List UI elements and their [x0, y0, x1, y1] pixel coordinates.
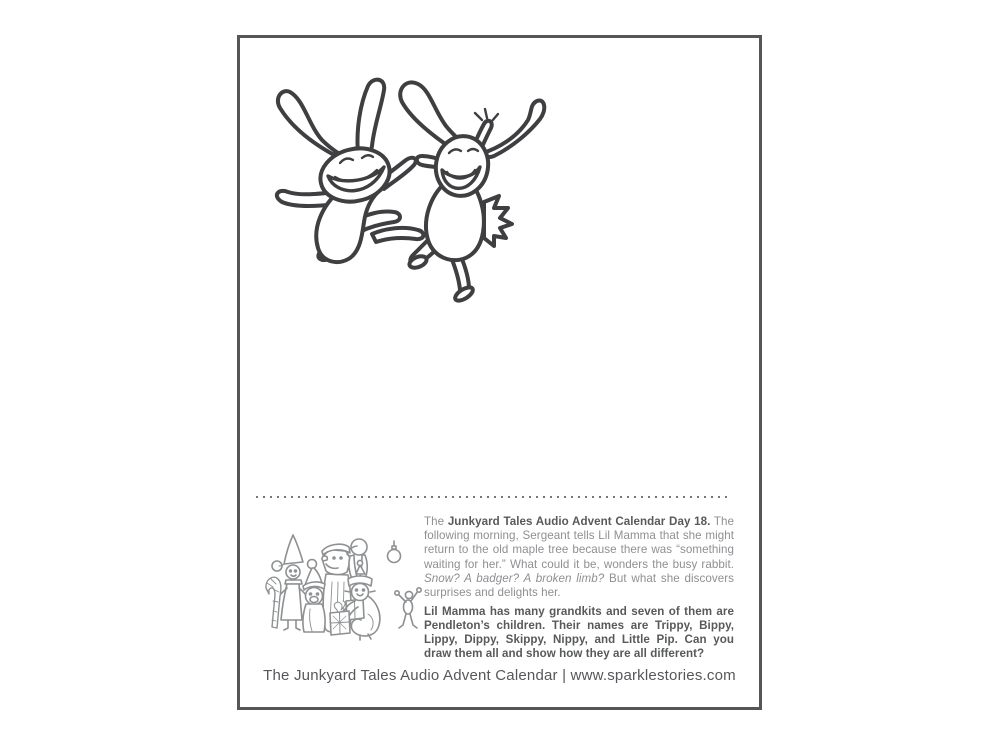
synopsis-intro: The [424, 515, 448, 528]
dancing-rabbits-illustration [256, 68, 548, 308]
synopsis-body-1: The following morning, Sergeant tells Lil Mamma that she might return to the old maple tree because there was “something waiting for her.” What could it be, wonders the busy rabbit. [424, 515, 734, 571]
synopsis-body-2: But what she discovers surprises and delights her. [424, 571, 734, 600]
coloring-page-sheet [237, 35, 762, 710]
ornament-icon [388, 541, 401, 563]
synopsis-italic-questions: Snow? A badger? A broken limb? [424, 571, 605, 585]
rabbit-right [400, 82, 544, 303]
rabbit-left [277, 80, 424, 262]
dotted-cut-line [256, 496, 732, 498]
stick-critter [395, 588, 421, 628]
activity-prompt: Lil Mamma has many grandkits and seven of them are Pendleton’s children. Their names are Trippy, Bippy, Lippy, Dippy, Skippy, Nippy, and Little Pip. Can you draw them all and show how they are all different? [424, 604, 734, 661]
story-title: Junkyard Tales Audio Advent Calendar Day 18. [447, 515, 711, 528]
story-text-block [424, 515, 734, 662]
christmas-characters-illustration [260, 522, 422, 656]
page-footer: The Junkyard Tales Audio Advent Calendar | www.sparklestories.com [263, 667, 736, 684]
bear-cub-with-santa-hat [303, 560, 325, 633]
story-synopsis [424, 515, 734, 600]
